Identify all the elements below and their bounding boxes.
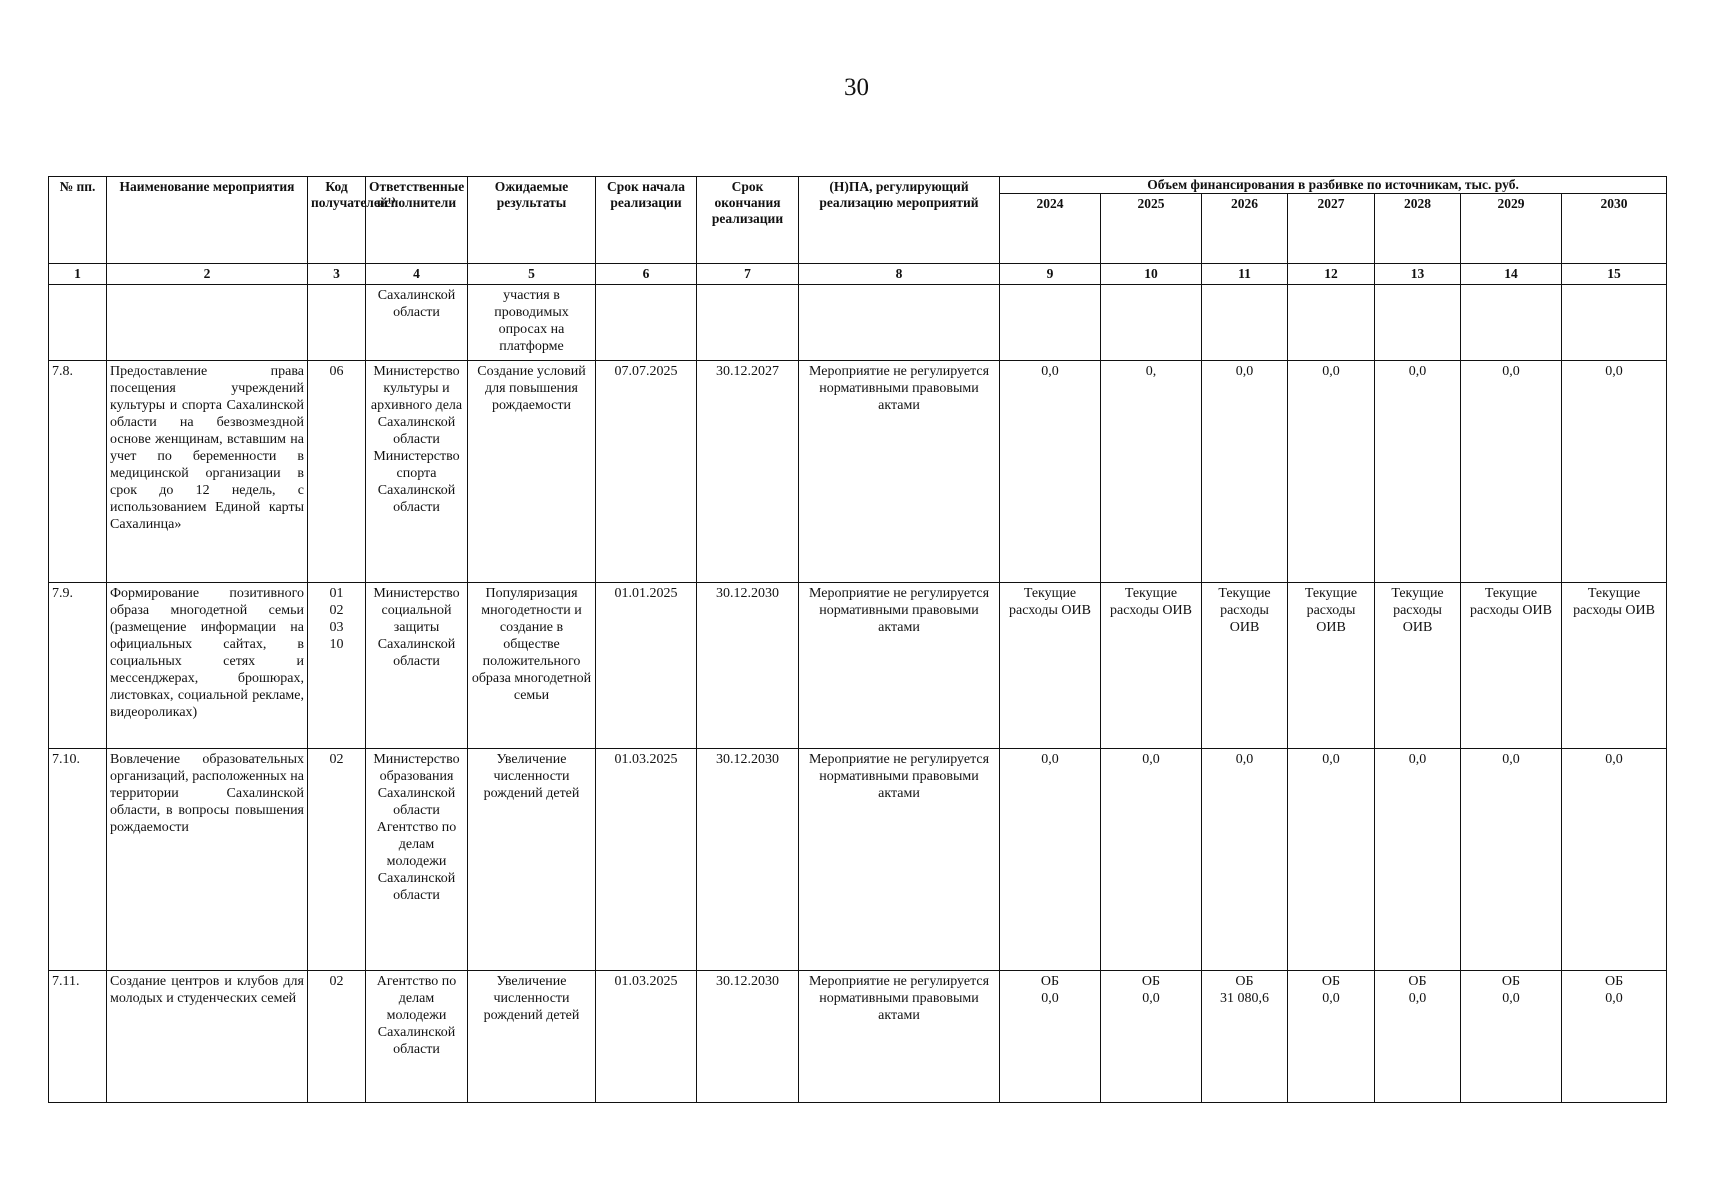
cell-npa: Мероприятие не регулируется нормативными правовыми актами	[799, 971, 1000, 1103]
table-row	[49, 749, 1667, 971]
header-num: № пп.	[49, 177, 107, 264]
cell-funding-2025	[1101, 285, 1202, 361]
header-year: 2030	[1562, 194, 1667, 264]
cell-funding-2029: 0,0	[1461, 361, 1562, 583]
header-expected: Ожидаемые результаты	[468, 177, 596, 264]
cell-funding-2026: 0,0	[1202, 361, 1288, 583]
header-start: Срок начала реализации	[596, 177, 697, 264]
column-number: 1	[49, 264, 107, 285]
cell-funding-2028: 0,0	[1375, 361, 1461, 583]
cell-expected-results: участия в проводимых опросах на платформе	[468, 285, 596, 361]
cell-funding-2026: Текущие расходы ОИВ	[1202, 583, 1288, 749]
cell-activity-name: Создание центров и клубов для молодых и студенческих семей	[107, 971, 308, 1103]
column-number: 14	[1461, 264, 1562, 285]
cell-start-date	[596, 285, 697, 361]
cell-activity-name	[107, 285, 308, 361]
cell-activity-name: Вовлечение образовательных организаций, расположенных на территории Сахалинской области, в вопросы повышения рождаемости	[107, 749, 308, 971]
header-funding: Объем финансирования в разбивке по источникам, тыс. руб.	[1000, 177, 1667, 194]
column-number: 7	[697, 264, 799, 285]
cell-funding-2026: 0,0	[1202, 749, 1288, 971]
cell-funding-2028: Текущие расходы ОИВ	[1375, 583, 1461, 749]
cell-responsible: Министерство социальной защиты Сахалинской области	[366, 583, 468, 749]
table-body	[49, 285, 1667, 1103]
column-number-row	[49, 264, 1667, 285]
cell-end-date: 30.12.2030	[697, 971, 799, 1103]
cell-funding-2030: ОБ 0,0	[1562, 971, 1667, 1103]
cell-funding-2029: ОБ 0,0	[1461, 971, 1562, 1103]
header-npa: (Н)ПА, регулирующий реализацию мероприятий	[799, 177, 1000, 264]
header-year: 2029	[1461, 194, 1562, 264]
cell-start-date: 01.03.2025	[596, 971, 697, 1103]
column-number: 9	[1000, 264, 1101, 285]
cell-npa: Мероприятие не регулируется нормативными правовыми актами	[799, 749, 1000, 971]
header-year: 2026	[1202, 194, 1288, 264]
header-year: 2027	[1288, 194, 1375, 264]
cell-responsible: Министерство образования Сахалинской области Агентство по делам молодежи Сахалинской области	[366, 749, 468, 971]
cell-recipient-code: 06	[308, 361, 366, 583]
cell-num: 7.9.	[49, 583, 107, 749]
cell-funding-2030: Текущие расходы ОИВ	[1562, 583, 1667, 749]
cell-expected-results: Увеличение численности рождений детей	[468, 971, 596, 1103]
cell-recipient-code	[308, 285, 366, 361]
cell-funding-2029	[1461, 285, 1562, 361]
cell-funding-2024: ОБ 0,0	[1000, 971, 1101, 1103]
header-responsible: Ответственные исполнители	[366, 177, 468, 264]
header-year: 2025	[1101, 194, 1202, 264]
cell-recipient-code: 01 02 03 10	[308, 583, 366, 749]
cell-end-date: 30.12.2030	[697, 749, 799, 971]
header-code: Код получателей¹⁾	[308, 177, 366, 264]
cell-responsible: Агентство по делам молодежи Сахалинской области	[366, 971, 468, 1103]
cell-end-date: 30.12.2027	[697, 361, 799, 583]
cell-funding-2025: ОБ 0,0	[1101, 971, 1202, 1103]
cell-responsible: Министерство культуры и архивного дела Сахалинской области Министерство спорта Сахалинской области	[366, 361, 468, 583]
cell-funding-2026	[1202, 285, 1288, 361]
cell-num	[49, 285, 107, 361]
cell-funding-2030	[1562, 285, 1667, 361]
column-number: 12	[1288, 264, 1375, 285]
cell-funding-2027	[1288, 285, 1375, 361]
page-number: 30	[844, 74, 869, 101]
column-number: 5	[468, 264, 596, 285]
header-name: Наименование мероприятия	[107, 177, 308, 264]
cell-npa: Мероприятие не регулируется нормативными правовыми актами	[799, 361, 1000, 583]
cell-num: 7.11.	[49, 971, 107, 1103]
cell-npa	[799, 285, 1000, 361]
cell-expected-results: Популяризация многодетности и создание в обществе положительного образа многодетной семьи	[468, 583, 596, 749]
column-number: 8	[799, 264, 1000, 285]
cell-funding-2025: 0,0	[1101, 749, 1202, 971]
cell-funding-2024: Текущие расходы ОИВ	[1000, 583, 1101, 749]
column-number: 15	[1562, 264, 1667, 285]
column-number: 6	[596, 264, 697, 285]
cell-funding-2024: 0,0	[1000, 361, 1101, 583]
cell-npa: Мероприятие не регулируется нормативными правовыми актами	[799, 583, 1000, 749]
column-number: 13	[1375, 264, 1461, 285]
cell-num: 7.10.	[49, 749, 107, 971]
table-row	[49, 971, 1667, 1103]
cell-funding-2029: Текущие расходы ОИВ	[1461, 583, 1562, 749]
cell-funding-2029: 0,0	[1461, 749, 1562, 971]
cell-funding-2024: 0,0	[1000, 749, 1101, 971]
cell-funding-2027: ОБ 0,0	[1288, 971, 1375, 1103]
cell-start-date: 07.07.2025	[596, 361, 697, 583]
cell-funding-2025: Текущие расходы ОИВ	[1101, 583, 1202, 749]
cell-activity-name: Формирование позитивного образа многодетной семьи (размещение информации на официальных сайтах, в социальных сетях и мессенджерах, брошюрах, листовках, социальной рекламе, видеороликах)	[107, 583, 308, 749]
table-row	[49, 285, 1667, 361]
cell-responsible: Сахалинской области	[366, 285, 468, 361]
cell-funding-2026: ОБ 31 080,6	[1202, 971, 1288, 1103]
header-end: Срок окончания реализации	[697, 177, 799, 264]
cell-funding-2028: ОБ 0,0	[1375, 971, 1461, 1103]
header-year: 2028	[1375, 194, 1461, 264]
cell-funding-2027: 0,0	[1288, 749, 1375, 971]
header-year: 2024	[1000, 194, 1101, 264]
table-row	[49, 583, 1667, 749]
header-row	[49, 177, 1667, 194]
cell-funding-2028: 0,0	[1375, 749, 1461, 971]
cell-funding-2030: 0,0	[1562, 361, 1667, 583]
cell-funding-2030: 0,0	[1562, 749, 1667, 971]
cell-expected-results: Увеличение численности рождений детей	[468, 749, 596, 971]
cell-start-date: 01.03.2025	[596, 749, 697, 971]
column-number: 10	[1101, 264, 1202, 285]
column-number: 4	[366, 264, 468, 285]
cell-recipient-code: 02	[308, 749, 366, 971]
cell-funding-2028	[1375, 285, 1461, 361]
column-number: 2	[107, 264, 308, 285]
cell-expected-results: Создание условий для повышения рождаемости	[468, 361, 596, 583]
cell-end-date: 30.12.2030	[697, 583, 799, 749]
cell-start-date: 01.01.2025	[596, 583, 697, 749]
cell-num: 7.8.	[49, 361, 107, 583]
cell-funding-2027: Текущие расходы ОИВ	[1288, 583, 1375, 749]
cell-funding-2024	[1000, 285, 1101, 361]
column-number: 11	[1202, 264, 1288, 285]
cell-end-date	[697, 285, 799, 361]
cell-recipient-code: 02	[308, 971, 366, 1103]
activities-table	[48, 176, 1667, 1103]
column-number: 3	[308, 264, 366, 285]
cell-funding-2025: 0,	[1101, 361, 1202, 583]
cell-funding-2027: 0,0	[1288, 361, 1375, 583]
table-row	[49, 361, 1667, 583]
cell-activity-name: Предоставление права посещения учреждений культуры и спорта Сахалинской области на безвозмездной основе женщинам, вставшим на учет по беременности в медицинской организации в срок до 12 недель, с использованием Единой карты Сахалинца»	[107, 361, 308, 583]
